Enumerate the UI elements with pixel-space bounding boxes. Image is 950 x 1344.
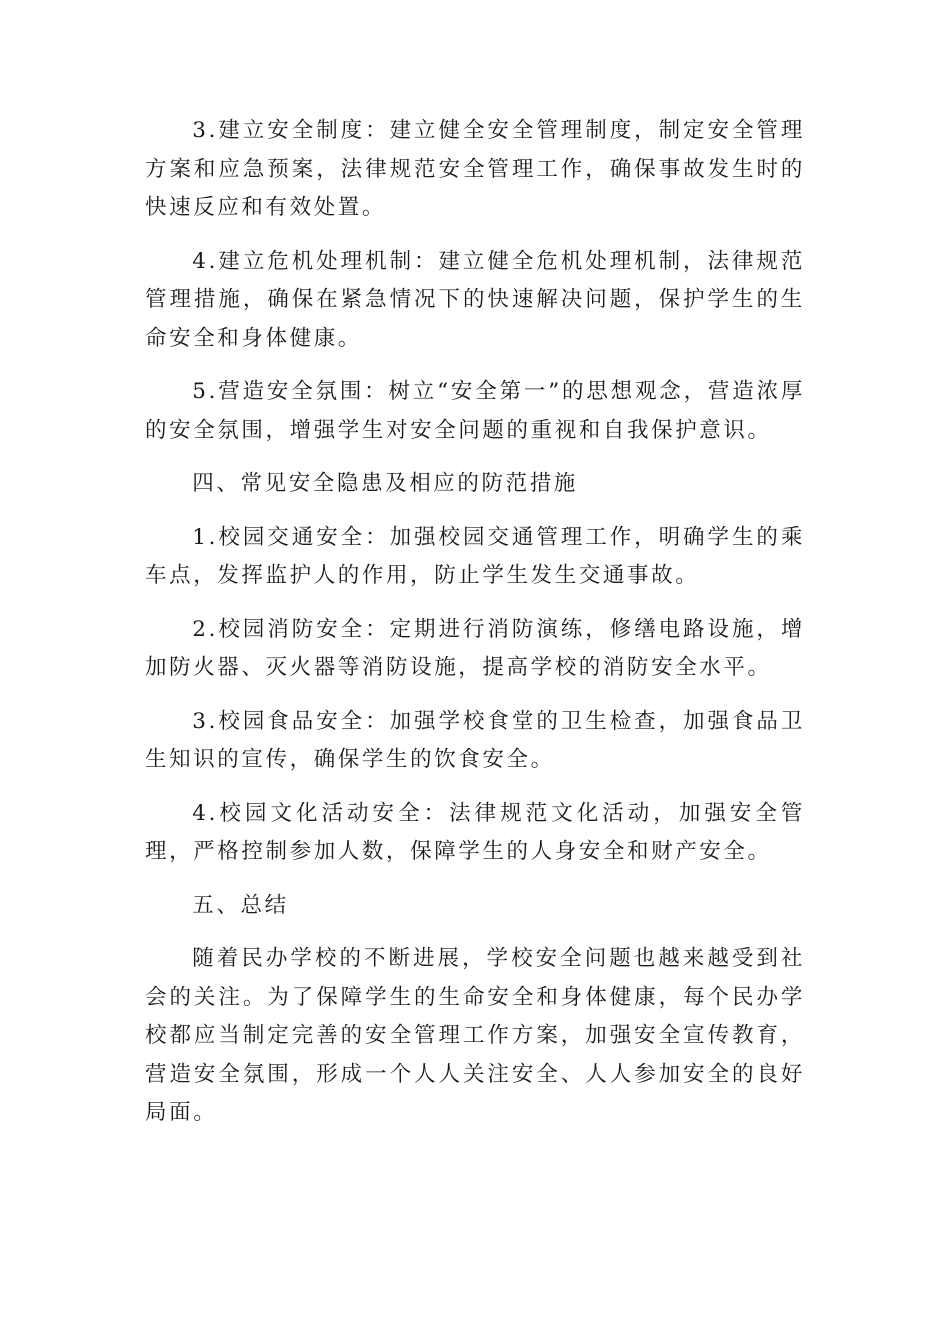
paragraph-crisis-mechanism: 4.建立危机处理机制：建立健全危机处理机制，法律规范管理措施，确保在紧急情况下的快速解决问题，保护学生的生命安全和身体健康。 [145,248,805,351]
section-heading-hazards: 四、常见安全隐患及相应的防范措施 [192,471,578,496]
document-body [145,112,805,1148]
section-heading-summary: 五、总结 [192,892,289,918]
paragraph-safety-system: 3.建立安全制度：建立健全安全管理制度，制定安全管理方案和应急预案，法律规范安全管理工作，确保事故发生时的快速反应和有效处置。 [145,118,805,220]
paragraph-traffic-safety: 1.校园交通安全：加强校园交通管理工作，明确学生的乘车点，发挥监护人的作用，防止学生发生交通事故。 [145,524,805,588]
paragraph-fire-safety: 2.校园消防安全：定期进行消防演练，修缮电路设施，增加防火器、灭火器等消防设施，提高学校的消防安全水平。 [145,616,805,680]
paragraph-food-safety: 3.校园食品安全：加强学校食堂的卫生检查，加强食品卫生知识的宣传，确保学生的饮食安全。 [145,708,805,772]
paragraph-activity-safety: 4.校园文化活动安全：法律规范文化活动，加强安全管理，严格控制参加人数，保障学生的人身安全和财产安全。 [145,800,805,864]
paragraph-summary: 随着民办学校的不断进展，学校安全问题也越来越受到社会的关注。为了保障学生的生命安全和身体健康，每个民办学校都应当制定完善的安全管理工作方案，加强安全宣传教育，营造安全氛围，形成一个人人关注安全、人人参加安全的良好局面。 [145,946,805,1125]
paragraph-safety-atmosphere: 5.营造安全氛围：树立“安全第一”的思想观念，营造浓厚的安全氛围，增强学生对安全问题的重视和自我保护意识。 [145,379,805,443]
